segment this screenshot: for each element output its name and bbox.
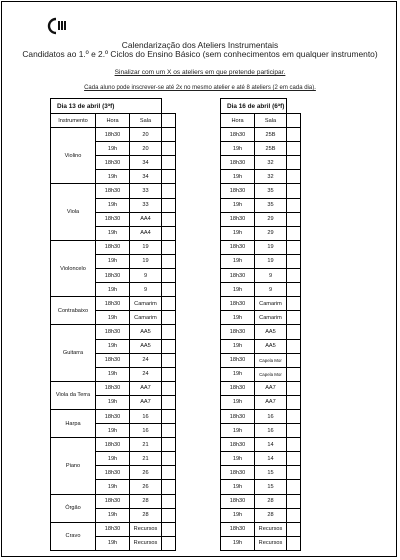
time-cell: 18h30 — [96, 522, 130, 536]
room-cell: Camarim — [255, 297, 287, 311]
selection-box[interactable] — [162, 325, 176, 339]
room-cell: AA4 — [130, 226, 162, 240]
selection-box[interactable] — [287, 339, 301, 353]
table-row — [221, 128, 301, 142]
time-cell: 18h30 — [221, 240, 255, 254]
room-cell: 25B — [255, 128, 287, 142]
selection-box[interactable] — [287, 269, 301, 283]
selection-box[interactable] — [287, 254, 301, 268]
table-row — [51, 325, 176, 339]
time-cell: 19h — [221, 480, 255, 494]
selection-box[interactable] — [162, 184, 176, 198]
selection-box[interactable] — [287, 409, 301, 423]
column-header-sala: Sala — [130, 114, 162, 128]
table-row — [51, 184, 176, 198]
time-cell: 18h30 — [96, 494, 130, 508]
room-cell: 16 — [255, 409, 287, 423]
room-cell: Recursos — [255, 522, 287, 536]
time-cell: 18h30 — [221, 494, 255, 508]
table-row — [221, 339, 301, 353]
room-cell: Camarim — [130, 311, 162, 325]
time-cell: 18h30 — [96, 381, 130, 395]
room-cell: 35 — [255, 198, 287, 212]
room-cell: 26 — [130, 480, 162, 494]
room-cell: 25B — [255, 142, 287, 156]
room-cell: AA7 — [130, 395, 162, 409]
selection-box[interactable] — [162, 212, 176, 226]
selection-box[interactable] — [287, 128, 301, 142]
room-cell: 28 — [130, 508, 162, 522]
time-cell: 18h30 — [221, 381, 255, 395]
time-cell: 19h — [96, 536, 130, 550]
time-cell: 19h — [221, 395, 255, 409]
selection-box[interactable] — [287, 170, 301, 184]
time-cell: 18h30 — [221, 184, 255, 198]
table-row — [51, 438, 176, 452]
selection-box[interactable] — [287, 283, 301, 297]
selection-box[interactable] — [162, 409, 176, 423]
time-cell: 19h — [96, 311, 130, 325]
time-cell: 19h — [96, 508, 130, 522]
table-row — [51, 128, 176, 142]
table-row — [221, 494, 301, 508]
room-cell: AA5 — [255, 339, 287, 353]
room-cell: 32 — [255, 156, 287, 170]
room-cell: 34 — [130, 156, 162, 170]
table-row — [221, 367, 301, 381]
time-cell: 19h — [221, 508, 255, 522]
selection-box[interactable] — [287, 311, 301, 325]
time-cell: 18h30 — [96, 156, 130, 170]
instrument-name: Viola da Terra — [51, 381, 96, 409]
selection-box[interactable] — [162, 508, 176, 522]
selection-box[interactable] — [162, 269, 176, 283]
selection-box[interactable] — [287, 536, 301, 550]
selection-box[interactable] — [162, 536, 176, 550]
time-cell: 19h — [221, 142, 255, 156]
room-cell: Recursos — [130, 522, 162, 536]
room-cell: 20 — [130, 128, 162, 142]
table-row — [221, 297, 301, 311]
room-cell: 34 — [130, 170, 162, 184]
room-cell: 21 — [130, 438, 162, 452]
time-cell: 18h30 — [221, 353, 255, 367]
instrument-name: Violoncelo — [51, 240, 96, 296]
time-cell: 19h — [96, 480, 130, 494]
room-cell: 19 — [255, 240, 287, 254]
column-header-instrument: Instrumento — [51, 114, 96, 128]
table-row — [221, 240, 301, 254]
room-cell: 19 — [255, 254, 287, 268]
time-cell: 19h — [96, 424, 130, 438]
table-row — [221, 438, 301, 452]
table-row — [51, 240, 176, 254]
room-cell: 19 — [130, 254, 162, 268]
column-header-hora: Hora — [96, 114, 130, 128]
table-row — [221, 508, 301, 522]
room-cell: 20 — [130, 142, 162, 156]
selection-box[interactable] — [287, 466, 301, 480]
table-row — [221, 170, 301, 184]
time-cell: 19h — [96, 198, 130, 212]
room-cell: 14 — [255, 438, 287, 452]
table-row — [51, 409, 176, 423]
room-cell: 24 — [130, 367, 162, 381]
table-row — [51, 494, 176, 508]
schedule-table-13-april — [50, 98, 176, 551]
room-cell: 9 — [130, 269, 162, 283]
room-cell: 35 — [255, 184, 287, 198]
room-cell: 28 — [130, 494, 162, 508]
time-cell: 19h — [221, 311, 255, 325]
selection-box[interactable] — [287, 156, 301, 170]
time-cell: 19h — [221, 226, 255, 240]
table-row — [221, 522, 301, 536]
selection-box[interactable] — [162, 381, 176, 395]
time-cell: 19h — [221, 339, 255, 353]
time-cell: 19h — [96, 142, 130, 156]
selection-box[interactable] — [287, 184, 301, 198]
selection-box[interactable] — [287, 198, 301, 212]
table-row — [221, 480, 301, 494]
time-cell: 18h30 — [221, 212, 255, 226]
instrument-name: Harpa — [51, 409, 96, 437]
selection-box[interactable] — [287, 395, 301, 409]
selection-box[interactable] — [162, 438, 176, 452]
table-row — [221, 156, 301, 170]
selection-box[interactable] — [162, 142, 176, 156]
selection-box[interactable] — [162, 480, 176, 494]
selection-box[interactable] — [287, 367, 301, 381]
selection-box[interactable] — [287, 494, 301, 508]
instruction-note: Sinalizar com um X os ateliers em que pretende participar. — [114, 69, 286, 76]
instrument-name: Piano — [51, 438, 96, 494]
room-cell: Recursos — [130, 536, 162, 550]
selection-box[interactable] — [162, 494, 176, 508]
instrument-name: Viola — [51, 184, 96, 240]
room-cell: AA7 — [130, 381, 162, 395]
table-row — [221, 254, 301, 268]
room-cell: 15 — [255, 480, 287, 494]
selection-box[interactable] — [162, 198, 176, 212]
page-subtitle: Candidatos ao 1.º e 2.º Ciclos do Ensino Básico (sem conhecimentos em qualquer instrumento) — [22, 49, 378, 59]
table-row — [51, 522, 176, 536]
room-cell: Camarim — [255, 311, 287, 325]
selection-box[interactable] — [162, 240, 176, 254]
selection-box[interactable] — [287, 353, 301, 367]
table-row — [221, 198, 301, 212]
table-row — [221, 409, 301, 423]
room-cell: Camarim — [130, 297, 162, 311]
instrument-name: Violino — [51, 128, 96, 184]
selection-box[interactable] — [287, 226, 301, 240]
room-cell: 26 — [130, 466, 162, 480]
table-row — [221, 325, 301, 339]
time-cell: 19h — [221, 367, 255, 381]
time-cell: 18h30 — [96, 212, 130, 226]
time-cell: 18h30 — [221, 156, 255, 170]
table-row — [51, 381, 176, 395]
selection-box[interactable] — [287, 142, 301, 156]
room-cell: AA4 — [130, 212, 162, 226]
table-row — [221, 311, 301, 325]
time-cell: 19h — [96, 395, 130, 409]
instrument-name: Guitarra — [51, 325, 96, 381]
time-cell: 19h — [221, 536, 255, 550]
room-cell: 32 — [255, 170, 287, 184]
day-header: Dia 13 de abril (3ªf) — [51, 99, 162, 114]
selection-box[interactable] — [162, 297, 176, 311]
selection-box[interactable] — [162, 353, 176, 367]
room-cell: Recursos — [255, 536, 287, 550]
room-cell: 29 — [255, 226, 287, 240]
selection-box[interactable] — [287, 424, 301, 438]
table-row — [221, 466, 301, 480]
limit-note: Cada aluno pode inscrever-se até 2x no mesmo atelier e até 8 ateliers (2 em cada dia). — [84, 85, 316, 91]
room-cell: AA5 — [130, 339, 162, 353]
column-header-sala: Sala — [255, 114, 287, 128]
room-cell: 9 — [255, 283, 287, 297]
selection-box[interactable] — [162, 283, 176, 297]
room-cell: 33 — [130, 198, 162, 212]
selection-box[interactable] — [162, 367, 176, 381]
instrument-name: Órgão — [51, 494, 96, 522]
room-cell: 28 — [255, 494, 287, 508]
time-cell: 19h — [221, 452, 255, 466]
time-cell: 18h30 — [96, 325, 130, 339]
room-cell: 14 — [255, 452, 287, 466]
time-cell: 19h — [221, 424, 255, 438]
selection-box[interactable] — [287, 480, 301, 494]
time-cell: 18h30 — [96, 269, 130, 283]
time-cell: 19h — [96, 170, 130, 184]
selection-box[interactable] — [162, 170, 176, 184]
table-row — [221, 424, 301, 438]
room-cell: 19 — [130, 240, 162, 254]
selection-box[interactable] — [162, 156, 176, 170]
room-cell: AA7 — [255, 395, 287, 409]
day-header: Dia 16 de abril (6ªf) — [221, 99, 287, 114]
table-row — [221, 381, 301, 395]
selection-box[interactable] — [287, 381, 301, 395]
room-cell: 28 — [255, 508, 287, 522]
schedule-table-16-april — [220, 98, 301, 551]
selection-box[interactable] — [287, 240, 301, 254]
room-cell: 24 — [130, 353, 162, 367]
table-row — [221, 226, 301, 240]
page-title: Calendarização dos Ateliers Instrumentais — [121, 40, 279, 50]
room-cell: Capela Mor — [255, 353, 287, 367]
selection-box[interactable] — [162, 424, 176, 438]
room-cell: 9 — [130, 283, 162, 297]
time-cell: 19h — [221, 198, 255, 212]
time-cell: 19h — [96, 339, 130, 353]
selection-box[interactable] — [162, 128, 176, 142]
room-cell: AA7 — [255, 381, 287, 395]
table-row — [221, 536, 301, 550]
selection-box[interactable] — [287, 438, 301, 452]
selection-box[interactable] — [162, 311, 176, 325]
selection-box[interactable] — [162, 254, 176, 268]
time-cell: 18h30 — [96, 240, 130, 254]
time-cell: 18h30 — [96, 466, 130, 480]
room-cell: 21 — [130, 452, 162, 466]
time-cell: 18h30 — [96, 297, 130, 311]
time-cell: 19h — [96, 283, 130, 297]
room-cell: Capela Mor — [255, 367, 287, 381]
table-row — [51, 297, 176, 311]
selection-box[interactable] — [287, 508, 301, 522]
time-cell: 18h30 — [96, 128, 130, 142]
selection-box[interactable] — [287, 297, 301, 311]
time-cell: 18h30 — [221, 409, 255, 423]
selection-box[interactable] — [287, 325, 301, 339]
room-cell: 9 — [255, 269, 287, 283]
room-cell: AA5 — [255, 325, 287, 339]
room-cell: AA5 — [130, 325, 162, 339]
time-cell: 18h30 — [96, 184, 130, 198]
time-cell: 19h — [96, 254, 130, 268]
room-cell: 33 — [130, 184, 162, 198]
time-cell: 19h — [96, 452, 130, 466]
time-cell: 18h30 — [96, 353, 130, 367]
time-cell: 19h — [221, 254, 255, 268]
selection-box[interactable] — [287, 212, 301, 226]
time-cell: 18h30 — [221, 297, 255, 311]
time-cell: 19h — [221, 170, 255, 184]
school-logo-icon — [47, 17, 69, 35]
instrument-name: Contrabaixo — [51, 297, 96, 325]
time-cell: 19h — [96, 367, 130, 381]
time-cell: 18h30 — [221, 438, 255, 452]
time-cell: 18h30 — [96, 409, 130, 423]
time-cell: 18h30 — [96, 438, 130, 452]
room-cell: 29 — [255, 212, 287, 226]
instrument-name: Cravo — [51, 522, 96, 550]
time-cell: 19h — [96, 226, 130, 240]
selection-box[interactable] — [162, 226, 176, 240]
column-header-hora: Hora — [221, 114, 255, 128]
table-row — [221, 283, 301, 297]
table-row — [221, 212, 301, 226]
selection-box[interactable] — [162, 466, 176, 480]
time-cell: 19h — [221, 283, 255, 297]
selection-box[interactable] — [287, 522, 301, 536]
room-cell: 15 — [255, 466, 287, 480]
selection-box[interactable] — [162, 339, 176, 353]
time-cell: 18h30 — [221, 128, 255, 142]
room-cell: 16 — [130, 424, 162, 438]
room-cell: 16 — [255, 424, 287, 438]
selection-box[interactable] — [162, 452, 176, 466]
table-row — [221, 395, 301, 409]
table-row — [221, 269, 301, 283]
time-cell: 18h30 — [221, 269, 255, 283]
selection-box[interactable] — [162, 522, 176, 536]
table-row — [221, 184, 301, 198]
selection-box[interactable] — [162, 395, 176, 409]
time-cell: 18h30 — [221, 325, 255, 339]
selection-box[interactable] — [287, 452, 301, 466]
time-cell: 18h30 — [221, 522, 255, 536]
table-row — [221, 142, 301, 156]
room-cell: 16 — [130, 409, 162, 423]
table-row — [221, 452, 301, 466]
table-row — [221, 353, 301, 367]
time-cell: 18h30 — [221, 466, 255, 480]
